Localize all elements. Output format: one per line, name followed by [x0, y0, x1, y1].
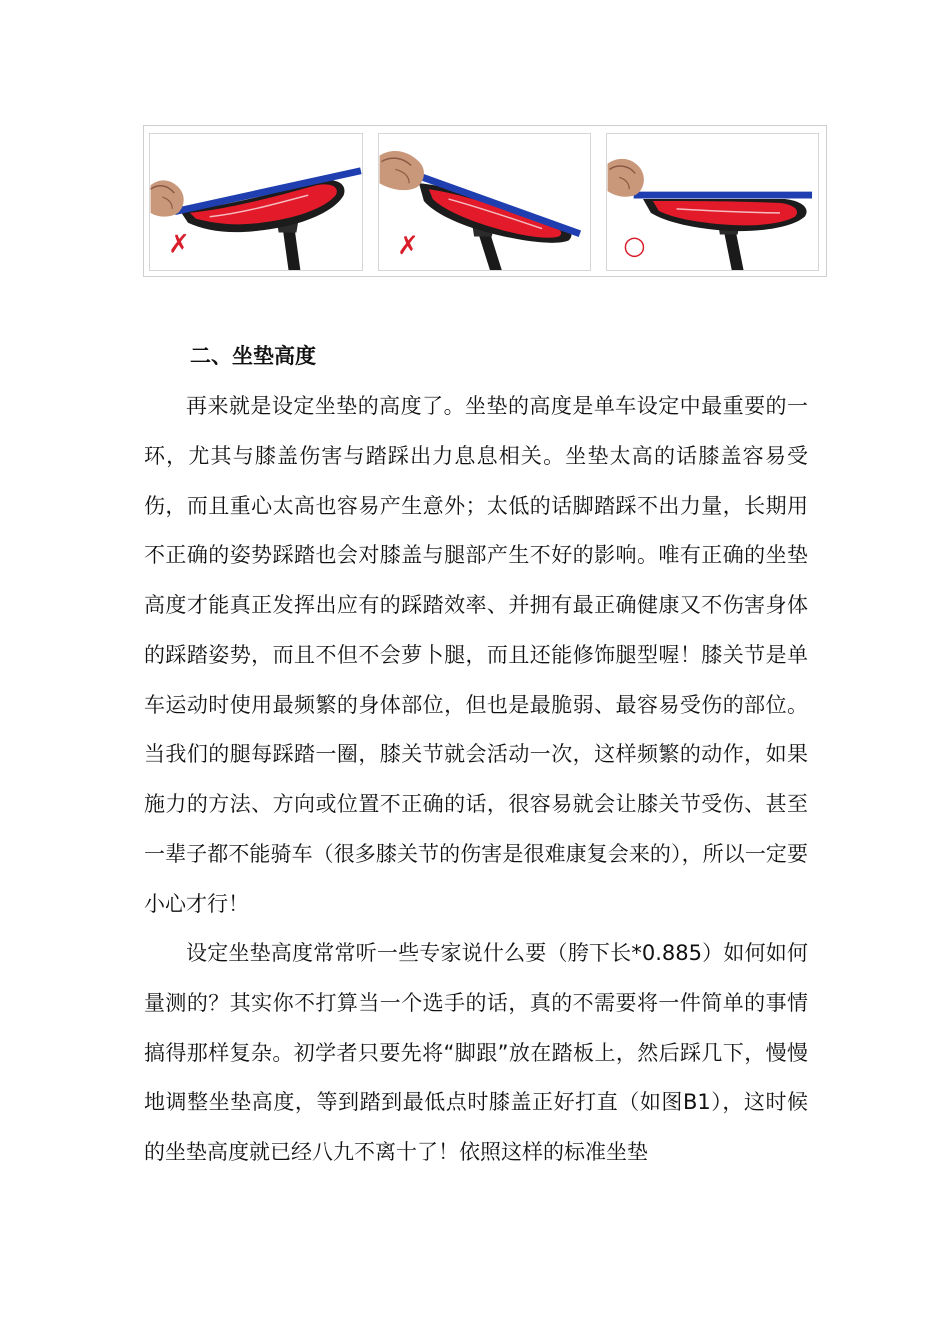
saddle-level-illustration [607, 134, 818, 270]
saddle-photo-level [606, 133, 819, 271]
saddle-nose-down-illustration [379, 134, 590, 270]
body-paragraph-1: 再来就是设定坐垫的高度了。坐垫的高度是单车设定中最重要的一环，尤其与膝盖伤害与踏踩出力息息相关。坐垫太高的话膝盖容易受伤，而且重心太高也容易产生意外；太低的话脚踏踩不出力量，长期用不正确的姿势踩踏也会对膝盖与腿部产生不好的影响。唯有正确的坐垫高度才能真正发挥出应有的踩踏效率、并拥有最正确健康又不伤害身体的踩踏姿势，而且不但不会萝卜腿，而且还能修饰腿型喔！膝关节是单车运动时使用最频繁的身体部位，但也是最脆弱、最容易受伤的部位。当我们的腿每踩踏一圈，膝关节就会活动一次，这样频繁的动作，如果施力的方法、方向或位置不正确的话，很容易就会让膝关节受伤、甚至一辈子都不能骑车（很多膝关节的伤害是很难康复会来的），所以一定要小心才行！ [144, 394, 808, 916]
incorrect-mark-icon: ✗ [168, 229, 190, 260]
saddle-angle-figure [143, 125, 827, 277]
body-paragraph-2: 设定坐垫高度常常听一些专家说什么要（胯下长*0.885）如何如何量测的？其实你不打算当一个选手的话，真的不需要将一件简单的事情搞得那样复杂。初学者只要先将“脚跟”放在踏板上，然后踩几下，慢慢地调整坐垫高度，等到踏到最低点时膝盖正好打直（如图B1），这时候的坐垫高度就已经八九不离十了！依照这样的标准坐垫 [144, 941, 808, 1164]
correct-mark-icon: ○ [623, 231, 646, 262]
saddle-nose-up-illustration [150, 134, 362, 270]
incorrect-mark-icon: ✗ [397, 231, 419, 262]
saddle-photo-nose-up [149, 133, 363, 271]
section-heading: 二、坐垫高度 [190, 344, 316, 368]
saddle-photo-nose-down [378, 133, 591, 271]
